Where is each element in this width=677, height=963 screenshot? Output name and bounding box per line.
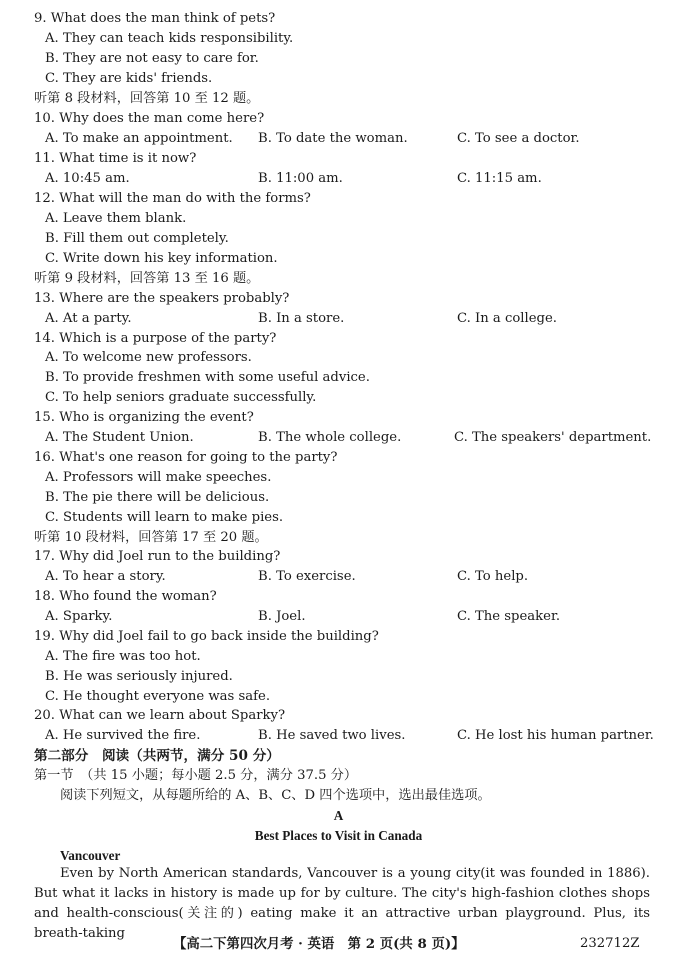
- option-19c: C. He thought everyone was safe.: [45, 689, 271, 704]
- question-17: 17. Why did Joel run to the building?: [34, 549, 281, 564]
- question-10: 10. Why does the man come here?: [34, 111, 265, 126]
- option-15b: B. The whole college.: [258, 430, 402, 445]
- option-10b: B. To date the woman.: [258, 131, 408, 146]
- question-16: 16. What's one reason for going to the party?: [34, 450, 338, 465]
- option-10a: A. To make an appointment.: [45, 131, 233, 146]
- option-18c: C. The speaker.: [457, 609, 561, 624]
- question-13: 13. Where are the speakers probably?: [34, 291, 290, 306]
- option-9c: C. They are kids' friends.: [45, 71, 213, 86]
- option-13a: A. At a party.: [45, 311, 132, 326]
- passage-subheading: Vancouver: [60, 848, 121, 863]
- question-15: 15. Who is organizing the event?: [34, 410, 254, 425]
- option-9b: B. They are not easy to care for.: [45, 51, 259, 66]
- section-10-instruction: 听第 10 段材料，回答第 17 至 20 题。: [34, 530, 268, 545]
- reading-instructions: 阅读下列短文，从每题所给的 A、B、C、D 四个选项中，选出最佳选项。: [60, 788, 491, 803]
- option-18a: A. Sparky.: [45, 609, 113, 624]
- question-18: 18. Who found the woman?: [34, 589, 217, 604]
- paragraph-text: Even by North American standards, Vancouver is a young city(it was founded in 1886). But what it lacks in history is made up for by culture. The city's high-fashion clothes shops and health-conscious(关注的) eating make it an attractive urban playground. Plus, its breath-taking: [34, 866, 650, 941]
- option-20a: A. He survived the fire.: [45, 728, 201, 743]
- option-20b: B. He saved two lives.: [258, 728, 406, 743]
- section-9-instruction: 听第 9 段材料，回答第 13 至 16 题。: [34, 271, 260, 286]
- passage-letter: A: [333, 808, 344, 823]
- option-17b: B. To exercise.: [258, 569, 356, 584]
- question-20: 20. What can we learn about Sparky?: [34, 708, 286, 723]
- option-19b: B. He was seriously injured.: [45, 669, 233, 684]
- option-14b: B. To provide freshmen with some useful advice.: [45, 370, 370, 385]
- option-17a: A. To hear a story.: [45, 569, 166, 584]
- option-13c: C. In a college.: [457, 311, 557, 326]
- option-11c: C. 11:15 am.: [457, 171, 542, 186]
- option-18b: B. Joel.: [258, 609, 306, 624]
- option-17c: C. To help.: [457, 569, 529, 584]
- passage-title: Best Places to Visit in Canada: [254, 828, 423, 843]
- section-1-title: 第一节 （共 15 小题；每小题 2.5 分，满分 37.5 分）: [34, 768, 358, 783]
- question-9: 9. What does the man think of pets?: [34, 11, 276, 26]
- part-2-title: 第二部分 阅读（共两节，满分 50 分）: [34, 748, 280, 764]
- option-13b: B. In a store.: [258, 311, 345, 326]
- option-11b: B. 11:00 am.: [258, 171, 343, 186]
- option-10c: C. To see a doctor.: [457, 131, 580, 146]
- option-14a: A. To welcome new professors.: [45, 350, 252, 365]
- option-12a: A. Leave them blank.: [45, 211, 187, 226]
- footer-code: 232712Z: [580, 936, 640, 951]
- option-11a: A. 10:45 am.: [45, 171, 130, 186]
- option-16a: A. Professors will make speeches.: [45, 470, 272, 485]
- option-15c: C. The speakers' department.: [454, 430, 652, 445]
- question-19: 19. Why did Joel fail to go back inside the building?: [34, 629, 379, 644]
- passage-paragraph: [34, 864, 650, 944]
- section-8-instruction: 听第 8 段材料，回答第 10 至 12 题。: [34, 91, 260, 106]
- option-16b: B. The pie there will be delicious.: [45, 490, 270, 505]
- option-19a: A. The fire was too hot.: [45, 649, 201, 664]
- question-14: 14. Which is a purpose of the party?: [34, 331, 277, 346]
- footer-page-info: 【高二下第四次月考 · 英语 第 2 页(共 8 页)】: [173, 936, 465, 952]
- option-9a: A. They can teach kids responsibility.: [45, 31, 294, 46]
- option-14c: C. To help seniors graduate successfully.: [45, 390, 317, 405]
- option-20c: C. He lost his human partner.: [457, 728, 654, 743]
- question-11: 11. What time is it now?: [34, 151, 197, 166]
- option-12c: C. Write down his key information.: [45, 251, 278, 266]
- option-15a: A. The Student Union.: [45, 430, 194, 445]
- question-12: 12. What will the man do with the forms?: [34, 191, 311, 206]
- option-12b: B. Fill them out completely.: [45, 231, 229, 246]
- option-16c: C. Students will learn to make pies.: [45, 510, 284, 525]
